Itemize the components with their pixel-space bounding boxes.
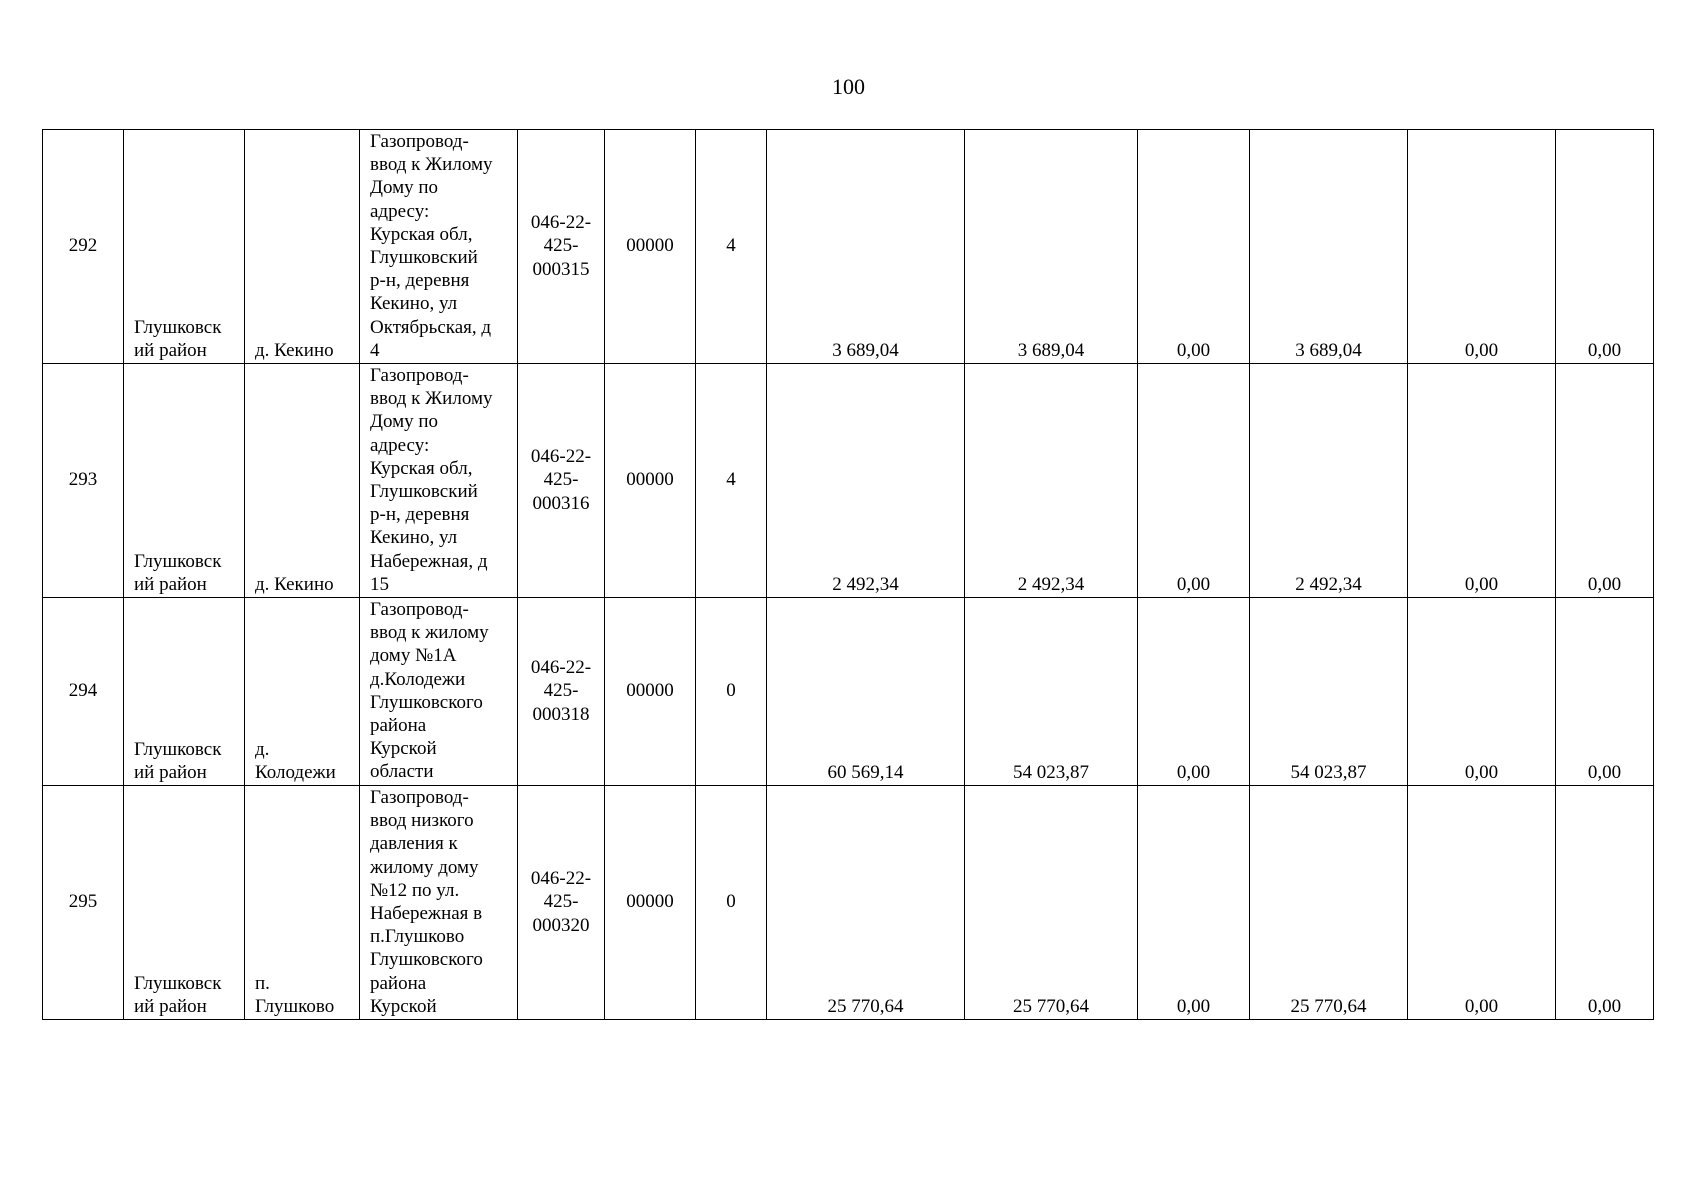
locality-cell [245, 598, 360, 786]
flag-cell: 4 [696, 364, 767, 598]
description-cell-line: области [370, 761, 434, 783]
value-cell: 54 023,87 [965, 598, 1138, 786]
sub-code-cell: 00000 [605, 130, 696, 364]
value-cell: 0,00 [1408, 364, 1556, 598]
value-cell: 0,00 [1408, 786, 1556, 1020]
value-cell: 0,00 [1138, 130, 1250, 364]
description-cell-line: Газопровод- [370, 787, 469, 809]
table-row [43, 786, 1654, 1020]
district-cell-line: Глушковск [134, 550, 222, 572]
row-number: 294 [43, 598, 124, 786]
description-cell-line: Курской [370, 738, 437, 760]
object-code-cell [518, 364, 605, 598]
description-cell-line: Глушковского [370, 691, 483, 713]
value-cell: 2 492,34 [965, 364, 1138, 598]
district-cell [124, 598, 245, 786]
value-cell: 60 569,14 [767, 598, 965, 786]
description-cell [360, 786, 518, 1020]
object-code-cell-line: 425- [543, 469, 579, 491]
description-cell-line: района [370, 972, 427, 994]
description-cell-line: Газопровод- [370, 365, 469, 387]
value-cell: 0,00 [1138, 786, 1250, 1020]
object-code-cell [518, 598, 605, 786]
value-cell: 0,00 [1408, 598, 1556, 786]
object-code-cell-line: 046-22- [530, 657, 592, 679]
locality-cell-line: д. Кекино [255, 573, 334, 595]
district-cell [124, 130, 245, 364]
district-cell-line: ий район [134, 761, 207, 783]
register-table [42, 129, 1654, 1020]
locality-cell [245, 364, 360, 598]
description-cell-line: 4 [370, 339, 380, 361]
locality-cell [245, 786, 360, 1020]
locality-cell-line: д. [255, 738, 270, 760]
table-row [43, 598, 1654, 786]
locality-cell-line: Колодежи [255, 761, 336, 783]
district-cell-line: ий район [134, 339, 207, 361]
object-code-cell-line: 046-22- [530, 212, 592, 234]
table-row [43, 364, 1654, 598]
sub-code-cell: 00000 [605, 364, 696, 598]
district-cell-line: ий район [134, 995, 207, 1017]
value-cell: 2 492,34 [767, 364, 965, 598]
flag-cell: 0 [696, 598, 767, 786]
description-cell-line: Курская обл, [370, 223, 473, 245]
object-code-cell-line: 000318 [532, 703, 590, 725]
locality-cell-line: п. [255, 972, 270, 994]
description-cell-line: Газопровод- [370, 131, 469, 152]
description-cell-line: адресу: [370, 434, 430, 456]
value-cell: 2 492,34 [1250, 364, 1408, 598]
description-cell [360, 130, 518, 364]
description-cell [360, 598, 518, 786]
table-row [43, 130, 1654, 364]
description-cell-line: ввод к жилому [370, 622, 489, 644]
locality-cell [245, 130, 360, 364]
flag-cell: 4 [696, 130, 767, 364]
value-cell: 0,00 [1138, 598, 1250, 786]
value-cell: 25 770,64 [767, 786, 965, 1020]
value-cell: 0,00 [1408, 130, 1556, 364]
value-cell: 54 023,87 [1250, 598, 1408, 786]
object-code-cell-line: 000320 [532, 914, 590, 936]
object-code-cell-line: 425- [543, 235, 579, 257]
row-number: 292 [43, 130, 124, 364]
object-code-cell [518, 130, 605, 364]
district-cell-line: Глушковск [134, 738, 222, 760]
district-cell [124, 786, 245, 1020]
description-cell-line: 15 [370, 573, 389, 595]
description-cell-line: п.Глушково [370, 926, 465, 948]
description-cell-line: №12 по ул. [370, 879, 460, 901]
value-cell: 3 689,04 [965, 130, 1138, 364]
object-code-cell-line: 425- [543, 680, 579, 702]
flag-cell: 0 [696, 786, 767, 1020]
object-code-cell-line: 046-22- [530, 868, 592, 890]
value-cell: 3 689,04 [767, 130, 965, 364]
description-cell-line: ввод к Жилому [370, 154, 493, 176]
description-cell-line: Курской [370, 995, 437, 1017]
description-cell-line: Глушковского [370, 949, 483, 971]
description-cell-line: ввод низкого [370, 810, 474, 832]
description-cell-line: д.Колодежи [370, 668, 466, 690]
value-cell: 0,00 [1556, 130, 1654, 364]
value-cell: 25 770,64 [1250, 786, 1408, 1020]
description-cell-line: Глушковский [370, 247, 478, 269]
description-cell-line: ввод к Жилому [370, 388, 493, 410]
description-cell-line: Кекино, ул [370, 293, 458, 315]
value-cell: 25 770,64 [965, 786, 1138, 1020]
row-number: 293 [43, 364, 124, 598]
object-code-cell [518, 786, 605, 1020]
description-cell-line: жилому дому [370, 856, 479, 878]
district-cell-line: Глушковск [134, 316, 222, 338]
object-code-cell-line: 425- [543, 891, 579, 913]
description-cell [360, 364, 518, 598]
value-cell: 0,00 [1556, 598, 1654, 786]
sub-code-cell: 00000 [605, 598, 696, 786]
object-code-cell-line: 046-22- [530, 446, 592, 468]
description-cell-line: Газопровод- [370, 599, 469, 621]
district-cell-line: Глушковск [134, 972, 222, 994]
description-cell-line: Дому по [370, 411, 439, 433]
description-cell-line: Глушковский [370, 481, 478, 503]
description-cell-line: дому №1А [370, 645, 457, 667]
description-cell-line: Октябрьская, д [370, 316, 492, 338]
description-cell-line: Курская обл, [370, 457, 473, 479]
value-cell: 0,00 [1138, 364, 1250, 598]
description-cell-line: Набережная в [370, 903, 483, 925]
sub-code-cell: 00000 [605, 786, 696, 1020]
page-number: 100 [832, 74, 865, 99]
description-cell-line: адресу: [370, 200, 430, 222]
description-cell-line: р-н, деревня [370, 270, 470, 292]
description-cell-line: района [370, 715, 427, 737]
locality-cell-line: д. Кекино [255, 339, 334, 361]
description-cell-line: Кекино, ул [370, 527, 458, 549]
object-code-cell-line: 000316 [532, 492, 590, 514]
description-cell-line: Набережная, д [370, 550, 488, 572]
locality-cell-line: Глушково [255, 995, 335, 1017]
value-cell: 0,00 [1556, 786, 1654, 1020]
description-cell-line: давления к [370, 833, 458, 855]
description-cell-line: Дому по [370, 177, 439, 199]
value-cell: 3 689,04 [1250, 130, 1408, 364]
row-number: 295 [43, 786, 124, 1020]
district-cell [124, 364, 245, 598]
object-code-cell-line: 000315 [532, 258, 590, 280]
value-cell: 0,00 [1556, 364, 1654, 598]
district-cell-line: ий район [134, 573, 207, 595]
description-cell-line: р-н, деревня [370, 504, 470, 526]
